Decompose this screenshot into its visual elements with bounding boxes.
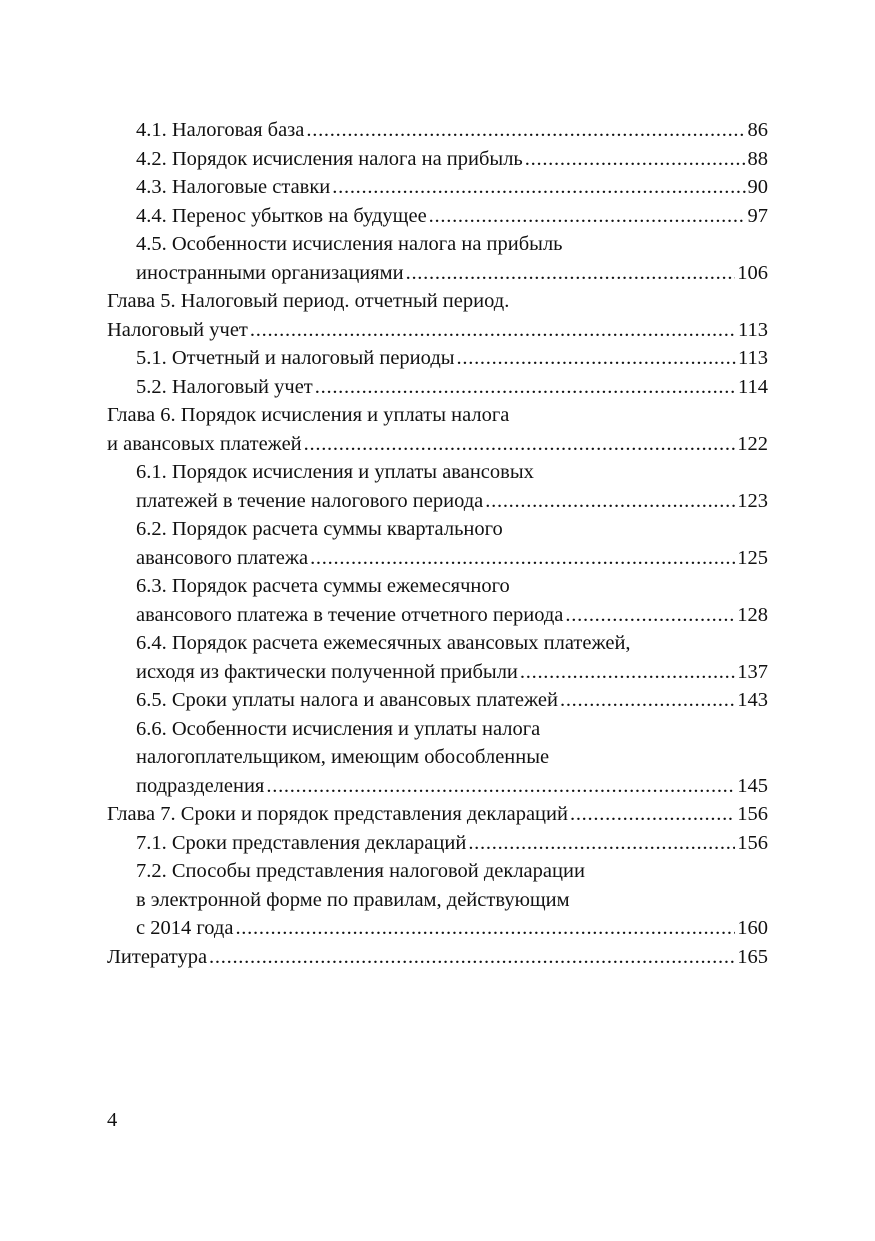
- toc-entry: [107, 515, 768, 572]
- toc-entry-title-line: 6.4. Порядок расчета ежемесячных авансовых платежей,: [136, 632, 631, 654]
- toc-page-number: 86: [747, 119, 768, 141]
- toc-entry: [107, 173, 768, 202]
- toc-entry-title-line: Глава 5. Налоговый период. отчетный период.: [107, 290, 510, 312]
- toc-page-number: 160: [737, 917, 768, 939]
- dot-leader: [306, 116, 745, 145]
- toc-entry-last-line: [136, 601, 768, 630]
- toc-entry-title-line: 6.2. Порядок расчета суммы квартального: [136, 518, 503, 540]
- dot-leader: [332, 173, 745, 202]
- toc-entry: [107, 145, 768, 174]
- toc-entry-title-line: исходя из фактически полученной прибыли: [136, 660, 518, 683]
- dot-leader: [250, 316, 736, 345]
- toc-entry-title-line: авансового платежа в течение отчетного периода: [136, 603, 564, 626]
- toc-entry-last-line: [136, 829, 768, 858]
- toc-entry: [107, 715, 768, 801]
- toc-entry-title-line: 6.1. Порядок исчисления и уплаты авансовых: [136, 461, 534, 483]
- toc-entry-last-line: [136, 658, 768, 687]
- toc-page-number: 143: [737, 689, 768, 711]
- toc-page-number: 97: [747, 204, 768, 227]
- dot-leader: [525, 145, 746, 174]
- dot-leader: [570, 800, 735, 829]
- toc-entry: [107, 344, 768, 373]
- toc-page-number: 113: [738, 347, 768, 369]
- toc-entry: [107, 230, 768, 287]
- toc-entry-last-line: [107, 316, 768, 345]
- toc-entry-last-line: [107, 430, 768, 459]
- toc-entry-last-line: [107, 943, 768, 972]
- toc-entry-title-line: налогоплательщиком, имеющим обособленные: [136, 746, 550, 768]
- toc-page-number: 145: [737, 774, 768, 797]
- toc-entry-last-line: [136, 202, 768, 231]
- toc-entry-title-line: 6.3. Порядок расчета суммы ежемесячного: [136, 575, 510, 597]
- toc-entry: [107, 287, 768, 344]
- toc-entry-title-line: Глава 7. Сроки и порядок представления деклараций: [107, 803, 568, 825]
- toc-entry-title-line: 4.4. Перенос убытков на будущее: [136, 204, 427, 227]
- toc-entry-title-line: 4.1. Налоговая база: [136, 119, 305, 141]
- toc-page-number: 88: [747, 147, 768, 170]
- toc-page-number: 122: [737, 432, 768, 455]
- toc-entry: [107, 401, 768, 458]
- toc-page-number: 90: [747, 176, 768, 198]
- toc-entry: [107, 629, 768, 686]
- dot-leader: [406, 259, 736, 288]
- toc-entry-last-line: [136, 373, 768, 402]
- toc-page-number: 156: [737, 831, 768, 854]
- dot-leader: [565, 601, 735, 630]
- toc-entry-title-line: платежей в течение налогового периода: [136, 489, 484, 512]
- dot-leader: [468, 829, 735, 858]
- toc-entry-title-line: 4.3. Налоговые ставки: [136, 176, 331, 198]
- toc-entry: [107, 116, 768, 145]
- toc-entry-title-line: авансового платежа: [136, 546, 309, 569]
- dot-leader: [560, 686, 735, 715]
- dot-leader: [485, 487, 735, 516]
- toc-page-number: 125: [737, 546, 768, 569]
- toc-entry: [107, 202, 768, 231]
- dot-leader: [429, 202, 746, 231]
- toc-entry-title-line: 7.2. Способы представления налоговой декларации: [136, 860, 585, 882]
- dot-leader: [209, 943, 735, 972]
- toc-entry-last-line: [136, 173, 768, 202]
- toc-entry-title-line: в электронной форме по правилам, действующим: [136, 888, 570, 911]
- toc-entry-last-line: [136, 145, 768, 174]
- dot-leader: [520, 658, 735, 687]
- toc-entry-last-line: [136, 914, 768, 943]
- toc-entry: [107, 829, 768, 858]
- toc-entry-last-line: [136, 487, 768, 516]
- table-of-contents: [107, 116, 768, 971]
- toc-entry-title-line: с 2014 года: [136, 917, 234, 939]
- toc-entry-last-line: [136, 344, 768, 373]
- toc-entry-title-line: подразделения: [136, 774, 265, 797]
- dot-leader: [310, 544, 735, 573]
- toc-page-number: 165: [737, 945, 768, 968]
- toc-page-number: 137: [737, 660, 768, 683]
- toc-entry-title-line: 4.5. Особенности исчисления налога на прибыль: [136, 233, 563, 255]
- toc-page-number: 123: [737, 489, 768, 512]
- toc-entry-title-line: 6.6. Особенности исчисления и уплаты налога: [136, 717, 541, 740]
- toc-page-number: 156: [737, 803, 768, 825]
- dot-leader: [304, 430, 736, 459]
- dot-leader: [235, 914, 735, 943]
- toc-entry: [107, 458, 768, 515]
- toc-entry-title-line: Налоговый учет: [107, 318, 248, 341]
- toc-entry-last-line: [136, 772, 768, 801]
- dot-leader: [266, 772, 735, 801]
- dot-leader: [315, 373, 736, 402]
- toc-entry-title-line: 7.1. Сроки представления деклараций: [136, 831, 467, 854]
- toc-page-number: 114: [738, 375, 768, 398]
- toc-entry: [107, 943, 768, 972]
- toc-entry-title-line: 6.5. Сроки уплаты налога и авансовых платежей: [136, 689, 558, 711]
- toc-entry: [107, 572, 768, 629]
- toc-entry-title-line: 5.1. Отчетный и налоговый периоды: [136, 347, 455, 369]
- toc-entry-title-line: 5.2. Налоговый учет: [136, 375, 313, 398]
- toc-entry-last-line: [107, 800, 768, 829]
- dot-leader: [457, 344, 736, 373]
- toc-entry-title-line: и авансовых платежей: [107, 432, 302, 455]
- toc-entry-title-line: 4.2. Порядок исчисления налога на прибыль: [136, 147, 523, 170]
- toc-entry-last-line: [136, 259, 768, 288]
- toc-entry-last-line: [136, 116, 768, 145]
- toc-page-number: 106: [737, 261, 768, 284]
- toc-entry-title-line: иностранными организациями: [136, 261, 404, 284]
- toc-page-number: 113: [738, 318, 768, 341]
- toc-entry: [107, 373, 768, 402]
- toc-entry-title-line: Литература: [107, 945, 208, 968]
- toc-entry-last-line: [136, 686, 768, 715]
- toc-entry-title-line: Глава 6. Порядок исчисления и уплаты налога: [107, 404, 510, 426]
- toc-page-number: 128: [737, 603, 768, 626]
- page-number: 4: [107, 1109, 118, 1131]
- toc-entry: [107, 800, 768, 829]
- toc-entry-last-line: [136, 544, 768, 573]
- toc-entry: [107, 857, 768, 943]
- toc-entry: [107, 686, 768, 715]
